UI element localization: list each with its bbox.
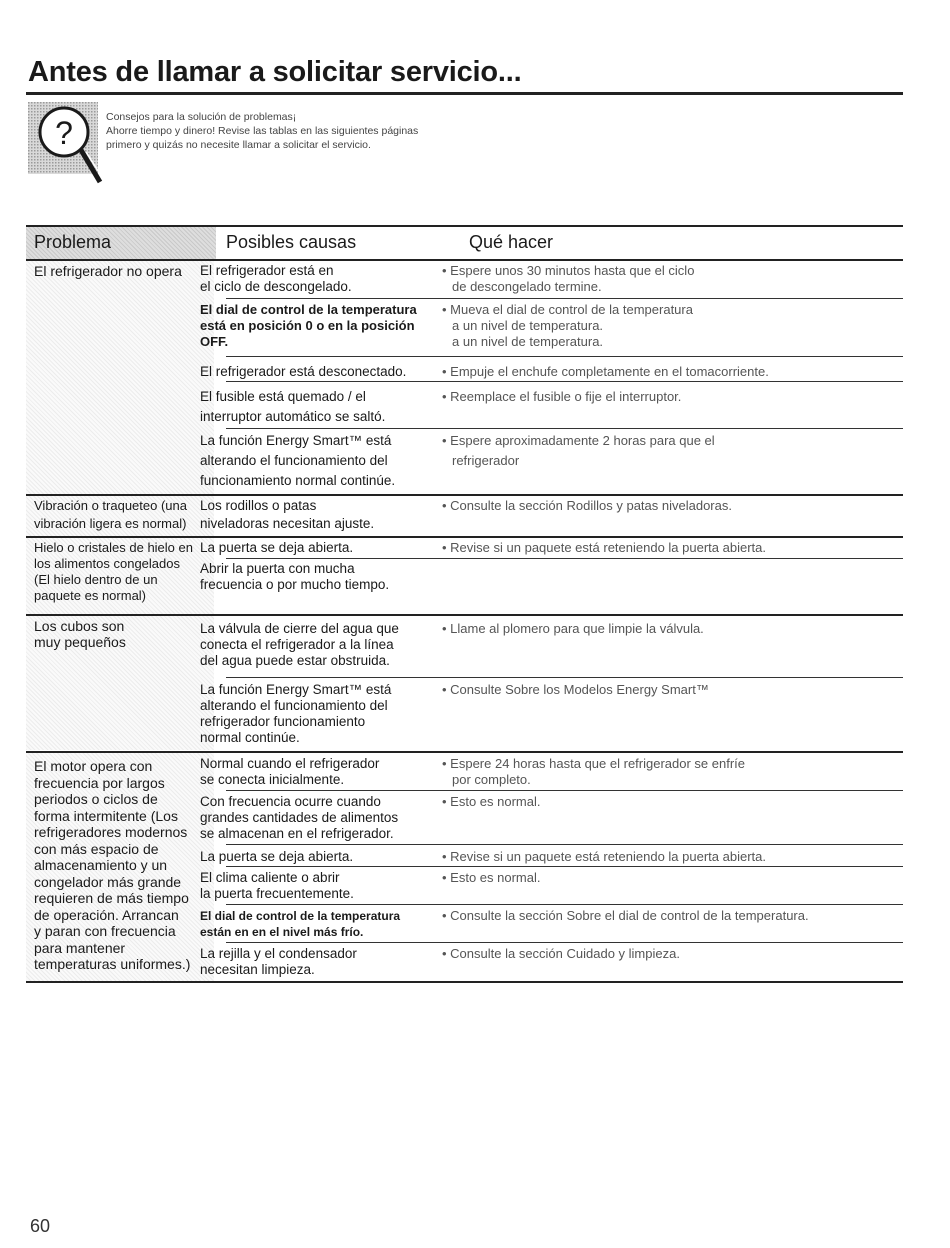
- fix-text: • Mueva el dial de control de la temperatura: [442, 302, 693, 317]
- problem-cell: [26, 261, 214, 494]
- fix-text: • Consulte la sección Sobre el dial de control de la temperatura.: [442, 908, 809, 923]
- cause-cell: [200, 263, 440, 295]
- fix-text: • Consulte la sección Rodillos y patas niveladoras.: [442, 498, 732, 513]
- page-number: 60: [30, 1216, 51, 1236]
- title-underline: [26, 92, 903, 95]
- fix-text: de descongelado termine.: [452, 279, 602, 294]
- row-divider: [226, 904, 903, 905]
- fix-text: • Revise si un paquete está reteniendo la puerta abierta.: [442, 540, 766, 555]
- fix-cell: [442, 946, 882, 962]
- problem-text: Hielo o cristales de hielo en: [34, 540, 193, 555]
- problem-text: con más espacio de: [34, 840, 159, 857]
- problem-text: congelador más grande: [34, 873, 182, 890]
- fix-cell: [442, 870, 882, 886]
- fix-text: • Empuje el enchufe completamente en el tomacorriente.: [442, 364, 769, 379]
- intro-text: [106, 110, 418, 152]
- intro-line: Consejos para la solución de problemas¡: [106, 111, 297, 123]
- header-problem: Problema: [26, 227, 216, 259]
- fix-text: • Espere unos 30 minutos hasta que el ciclo: [442, 263, 695, 278]
- cause-text: necesitan limpieza.: [200, 962, 315, 977]
- fix-text: • Esto es normal.: [442, 794, 541, 809]
- cause-text: Normal cuando el refrigerador: [200, 756, 380, 771]
- cause-text: normal continúe.: [200, 730, 300, 745]
- cause-cell: [200, 364, 450, 380]
- problem-cell: [26, 538, 214, 614]
- fix-text: • Consulte la sección Cuidado y limpieza.: [442, 946, 680, 961]
- fix-cell: [442, 621, 882, 637]
- cause-cell: [200, 387, 440, 427]
- cause-cell: [200, 908, 440, 940]
- fix-cell: [442, 364, 882, 380]
- cause-text: El refrigerador está en: [200, 263, 334, 278]
- cause-text: OFF.: [200, 334, 229, 349]
- fix-cell: [442, 849, 882, 865]
- cause-text: se conecta inicialmente.: [200, 772, 345, 787]
- cause-text: interruptor automático se saltó.: [200, 409, 386, 424]
- problem-text: El refrigerador no opera: [34, 263, 182, 279]
- problem-text: frecuencia por largos: [34, 774, 165, 791]
- problem-cell: [26, 753, 214, 981]
- problem-cell: [26, 616, 214, 750]
- fix-cell: [442, 387, 882, 407]
- fix-cell: [442, 756, 882, 788]
- cause-cell: [200, 561, 440, 593]
- row-divider: [226, 844, 903, 845]
- cause-text: está en posición 0 o en la posición: [200, 318, 415, 333]
- problem-text: forma intermitente (Los: [34, 807, 178, 824]
- problem-text: (El hielo dentro de un: [34, 572, 158, 587]
- row-divider: [226, 677, 903, 678]
- table-bottom-rule: [26, 981, 903, 983]
- cause-cell: [200, 849, 440, 865]
- fix-cell: [442, 794, 882, 810]
- cause-text: El dial de control de la temperatura: [200, 302, 417, 317]
- cause-text: Con frecuencia ocurre cuando: [200, 794, 381, 809]
- cause-text: Los rodillos o patas: [200, 498, 317, 513]
- problem-text: y paran con frecuencia: [34, 923, 176, 939]
- cause-text: están en en el nivel más frío.: [200, 925, 364, 939]
- fix-cell: [442, 908, 882, 924]
- fix-text: • Revise si un paquete está reteniendo la puerta abierta.: [442, 849, 766, 864]
- problem-text: periodos o ciclos de: [34, 791, 158, 807]
- row-divider: [226, 866, 903, 867]
- problem-text: temperaturas uniformes.): [34, 956, 191, 972]
- page-title: Antes de llamar a solicitar servicio...: [28, 56, 522, 88]
- cause-text: del agua puede estar obstruida.: [200, 653, 390, 668]
- fix-text: • Espere 24 horas hasta que el refrigerador se enfríe: [442, 756, 746, 771]
- problem-cell: [26, 496, 214, 536]
- row-divider: [226, 790, 903, 791]
- problem-text: los alimentos congelados: [34, 556, 180, 571]
- svg-text:?: ?: [55, 115, 73, 151]
- problem-text: de operación. Arrancan: [34, 906, 179, 923]
- problem-text: refrigeradores modernos: [34, 824, 188, 840]
- cause-text: El fusible está quemado / el: [200, 389, 366, 404]
- row-divider: [226, 381, 903, 382]
- cause-text: niveladoras necesitan ajuste.: [200, 516, 375, 531]
- fix-cell: [442, 682, 882, 698]
- cause-cell: [200, 621, 440, 669]
- problem-text: para mantener: [34, 939, 126, 956]
- row-divider: [226, 428, 903, 429]
- cause-cell: [200, 870, 440, 902]
- problem-text: almacenamiento y un: [34, 857, 168, 873]
- fix-text: • Espere aproximadamente 2 horas para que el: [442, 433, 715, 448]
- cause-text: conecta el refrigerador a la línea: [200, 637, 394, 652]
- problem-text: Los cubos son: [34, 618, 125, 634]
- problem-text: muy pequeños: [34, 634, 126, 650]
- intro-line: primero y quizás no necesite llamar a solicitar el servicio.: [106, 139, 371, 151]
- fix-cell: [442, 498, 882, 514]
- fix-text: • Esto es normal.: [442, 870, 541, 885]
- fix-cell: [442, 540, 882, 556]
- cause-text: grandes cantidades de alimentos: [200, 810, 399, 825]
- problem-text: requieren de más tiempo: [34, 890, 189, 906]
- table-header: [26, 227, 903, 259]
- fix-text: • Reemplace el fusible o fije el interruptor.: [442, 389, 682, 404]
- fix-cell: [442, 263, 882, 295]
- cause-cell: [200, 946, 440, 978]
- fix-text: refrigerador: [452, 453, 520, 468]
- cause-cell: [200, 794, 440, 842]
- cause-text: La función Energy Smart™ está: [200, 433, 392, 448]
- row-divider: [226, 942, 903, 943]
- row-divider: [226, 298, 903, 299]
- cause-text: La puerta se deja abierta.: [200, 540, 354, 555]
- cause-text: funcionamiento normal continúe.: [200, 473, 396, 488]
- cause-text: La rejilla y el condensador: [200, 946, 357, 961]
- cause-text: alterando el funcionamiento del: [200, 453, 388, 468]
- fix-text: a un nivel de temperatura.: [452, 318, 604, 333]
- fix-cell: [442, 431, 882, 471]
- fix-text: por completo.: [452, 772, 531, 787]
- cause-cell: [200, 756, 440, 788]
- cause-cell: [200, 540, 440, 556]
- cause-text: alterando el funcionamiento del: [200, 698, 388, 713]
- fix-text: • Llame al plomero para que limpie la válvula.: [442, 621, 704, 636]
- problem-text: paquete es normal): [34, 588, 147, 603]
- header-causes: Posibles causas: [226, 232, 357, 252]
- header-fix: Qué hacer: [469, 232, 554, 252]
- cause-cell: [200, 431, 440, 491]
- cause-cell: [200, 682, 440, 746]
- row-divider: [226, 558, 903, 559]
- cause-text: Abrir la puerta con mucha: [200, 561, 355, 576]
- problem-text: El motor opera con: [34, 758, 153, 774]
- cause-text: El refrigerador está desconectado.: [200, 364, 407, 379]
- fix-text: a un nivel de temperatura.: [452, 334, 604, 349]
- cause-text: el ciclo de descongelado.: [200, 279, 352, 294]
- cause-text: la puerta frecuentemente.: [200, 886, 354, 901]
- cause-text: La válvula de cierre del agua que: [200, 621, 399, 636]
- fix-text: • Consulte Sobre los Modelos Energy Smart™: [442, 682, 709, 697]
- cause-cell: [200, 302, 440, 350]
- fix-cell: [442, 302, 882, 350]
- cause-text: La puerta se deja abierta.: [200, 849, 354, 864]
- cause-cell: [200, 498, 440, 532]
- problem-text: vibración ligera es normal): [34, 516, 187, 531]
- cause-text: La función Energy Smart™ está: [200, 682, 392, 697]
- cause-text: El clima caliente o abrir: [200, 870, 340, 885]
- cause-text: refrigerador funcionamiento: [200, 714, 366, 729]
- cause-text: El dial de control de la temperatura: [200, 909, 401, 923]
- row-divider: [226, 356, 903, 357]
- problem-text: Vibración o traqueteo (una: [34, 498, 187, 513]
- cause-text: se almacenan en el refrigerador.: [200, 826, 394, 841]
- cause-text: frecuencia o por mucho tiempo.: [200, 577, 390, 592]
- intro-line: Ahorre tiempo y dinero! Revise las tablas en las siguientes páginas: [106, 125, 419, 137]
